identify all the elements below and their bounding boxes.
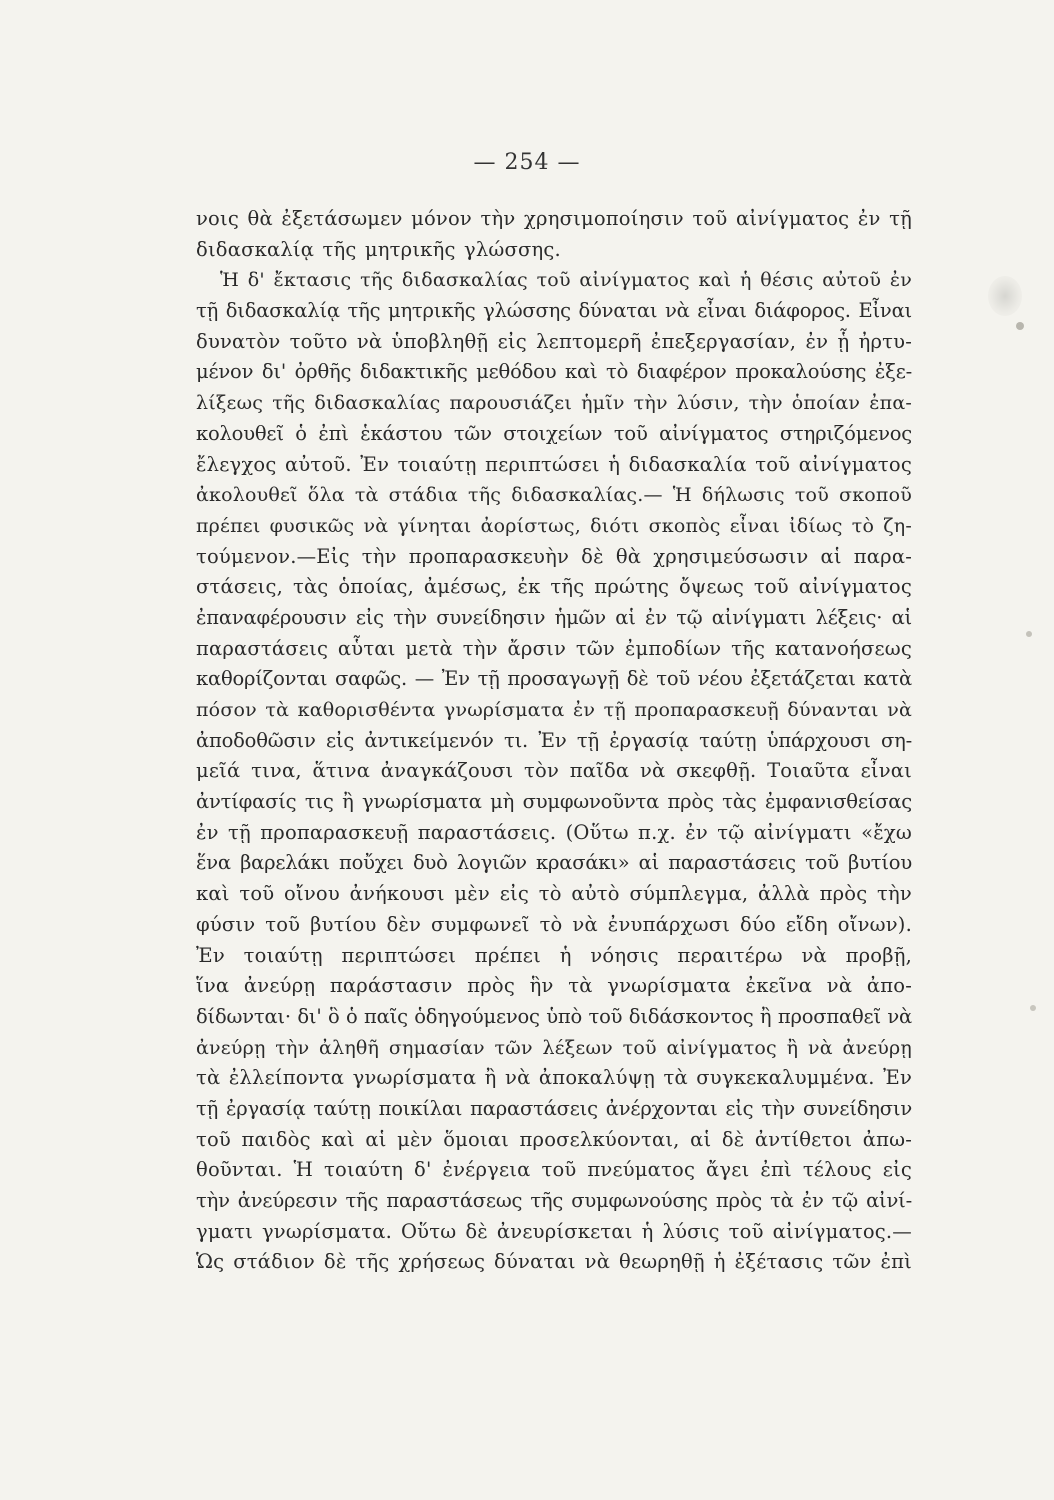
- text-line: δίδωνται· δι' ὃ ὁ παῖς ὁδηγούμενος ὑπὸ τοῦ διδάσκοντος ἢ προσπαθεῖ νὰ: [196, 1004, 912, 1028]
- text-line: καὶ τοῦ οἴνου ἀνήκουσι μὲν εἰς τὸ αὐτὸ σύμπλεγμα, ἀλλὰ πρὸς τὴν: [196, 882, 912, 906]
- text-line: δυνατὸν τοῦτο νὰ ὑποβληθῇ εἰς λεπτομερῆ ἐπεξεργασίαν, ἐν ᾗ ἠρτυ-: [196, 329, 912, 353]
- text-line: θοῦνται. Ἡ τοιαύτη δ' ἐνέργεια τοῦ πνεύματος ἄγει ἐπὶ τέλους εἰς: [196, 1158, 912, 1182]
- text-line: τοῦ παιδὸς καὶ αἱ μὲν ὅμοιαι προσελκύονται, αἱ δὲ ἀντίθετοι ἀπω-: [196, 1127, 912, 1151]
- text-line: ἕνα βαρελάκι ποὔχει δυὸ λογιῶν κρασάκι» αἱ παραστάσεις τοῦ βυτίου: [196, 851, 912, 875]
- text-line: τῇ διδασκαλίᾳ τῆς μητρικῆς γλώσσης δύναται νὰ εἶναι διάφορος. Εἶναι: [196, 299, 912, 323]
- paper-stain: [988, 276, 1022, 316]
- text-line: τὴν ἀνεύρεσιν τῆς παραστάσεως τῆς συμφωνούσης πρὸς τὰ ἐν τῷ αἰνί-: [196, 1189, 912, 1212]
- text-line: ἀκολουθεῖ ὅλα τὰ στάδια τῆς διδασκαλίας.— Ἡ δήλωσις τοῦ σκοποῦ: [196, 484, 912, 507]
- text-line: κολουθεῖ ὁ ἐπὶ ἑκάστου τῶν στοιχείων τοῦ αἰνίγματος στηριζόμενος: [196, 421, 912, 445]
- text-line: τῇ ἐργασίᾳ ταύτῃ ποικίλαι παραστάσεις ἀνέρχονται εἰς τὴν συνείδησιν: [196, 1096, 912, 1120]
- body-text: [196, 204, 912, 1278]
- text-line: ἵνα ἀνεύρῃ παράστασιν πρὸς ἣν τὰ γνωρίσματα ἐκεῖνα νὰ ἀπο-: [196, 974, 912, 998]
- text-line: ἀποδοθῶσιν εἰς ἀντικείμενόν τι. Ἐν τῇ ἐργασίᾳ ταύτῃ ὑπάρχουσι ση-: [196, 728, 912, 752]
- text-line: ἀνεύρῃ τὴν ἀληθῆ σημασίαν τῶν λέξεων τοῦ αἰνίγματος ἢ νὰ ἀνεύρῃ: [196, 1036, 912, 1059]
- text-line: στάσεις, τὰς ὁποίας, ἀμέσως, ἐκ τῆς πρώτης ὄψεως τοῦ αἰνίγματος: [196, 575, 912, 599]
- text-line: φύσιν τοῦ βυτίου δὲν συμφωνεῖ τὸ νὰ ἐνυπάρχωσι δύο εἴδη οἴνων).: [196, 912, 912, 936]
- page-number: — 254 —: [473, 150, 581, 175]
- text-line: τὰ ἐλλείποντα γνωρίσματα ἢ νὰ ἀποκαλύψῃ τὰ συγκεκαλυμμένα. Ἐν: [196, 1066, 912, 1090]
- text-line: καθορίζονται σαφῶς. — Ἐν τῇ προσαγωγῇ δὲ τοῦ νέου ἐξετάζεται κατὰ: [196, 667, 912, 691]
- text-line: παραστάσεις αὗται μετὰ τὴν ἄρσιν τῶν ἐμποδίων τῆς κατανοήσεως: [196, 636, 912, 660]
- text-line: τούμενον.—Εἰς τὴν προπαρασκευὴν δὲ θὰ χρησιμεύσωσιν αἱ παρα-: [196, 544, 912, 568]
- text-line: πόσον τὰ καθορισθέντα γνωρίσματα ἐν τῇ προπαρασκευῇ δύνανται νὰ: [196, 699, 912, 721]
- paper-speck: [1026, 631, 1032, 637]
- text-line: μένον δι' ὀρθῆς διδακτικῆς μεθόδου καὶ τὸ διαφέρον προκαλούσης ἐξε-: [196, 360, 912, 384]
- text-line: λίξεως τῆς διδασκαλίας παρουσιάζει ἡμῖν τὴν λύσιν, τὴν ὁποίαν ἐπα-: [196, 392, 912, 415]
- text-line: ἐπαναφέρουσιν εἰς τὴν συνείδησιν ἡμῶν αἱ ἐν τῷ αἰνίγματι λέξεις· αἱ: [196, 605, 912, 629]
- text-line: ἀντίφασίς τις ἢ γνωρίσματα μὴ συμφωνοῦντα πρὸς τὰς ἐμφανισθείσας: [196, 790, 912, 814]
- text-line: Ὡς στάδιον δὲ τῆς χρήσεως δύναται νὰ θεωρηθῇ ἡ ἐξέτασις τῶν ἐπὶ: [196, 1250, 912, 1274]
- text-line: ἐν τῇ προπαρασκευῇ παραστάσεις. (Οὕτω π.χ. ἐν τῷ αἰνίγματι «ἔχω: [196, 820, 912, 844]
- text-line: νοις θὰ ἐξετάσωμεν μόνον τὴν χρησιμοποίησιν τοῦ αἰνίγματος ἐν τῇ: [196, 207, 912, 230]
- text-line: Ἡ δ' ἔκτασις τῆς διδασκαλίας τοῦ αἰνίγματος καὶ ἡ θέσις αὐτοῦ ἐν: [220, 269, 912, 292]
- text-line: Ἐν τοιαύτῃ περιπτώσει πρέπει ἡ νόησις περαιτέρω νὰ προβῇ,: [196, 943, 912, 967]
- paper-speck: [1030, 1005, 1036, 1011]
- paper-speck: [1016, 322, 1024, 330]
- text-line: μεῖά τινα, ἅτινα ἀναγκάζουσι τὸν παῖδα νὰ σκεφθῇ. Τοιαῦτα εἶναι: [196, 759, 912, 783]
- text-line: γματι γνωρίσματα. Οὕτω δὲ ἀνευρίσκεται ἡ λύσις τοῦ αἰνίγματος.—: [196, 1219, 912, 1243]
- text-line: πρέπει φυσικῶς νὰ γίνηται ἀορίστως, διότι σκοπὸς εἶναι ἰδίως τὸ ζη-: [196, 514, 912, 537]
- text-line: ἔλεγχος αὐτοῦ. Ἐν τοιαύτῃ περιπτώσει ἡ διδασκαλία τοῦ αἰνίγματος: [196, 452, 912, 476]
- text-line: διδασκαλίᾳ τῆς μητρικῆς γλώσσης.: [196, 237, 561, 261]
